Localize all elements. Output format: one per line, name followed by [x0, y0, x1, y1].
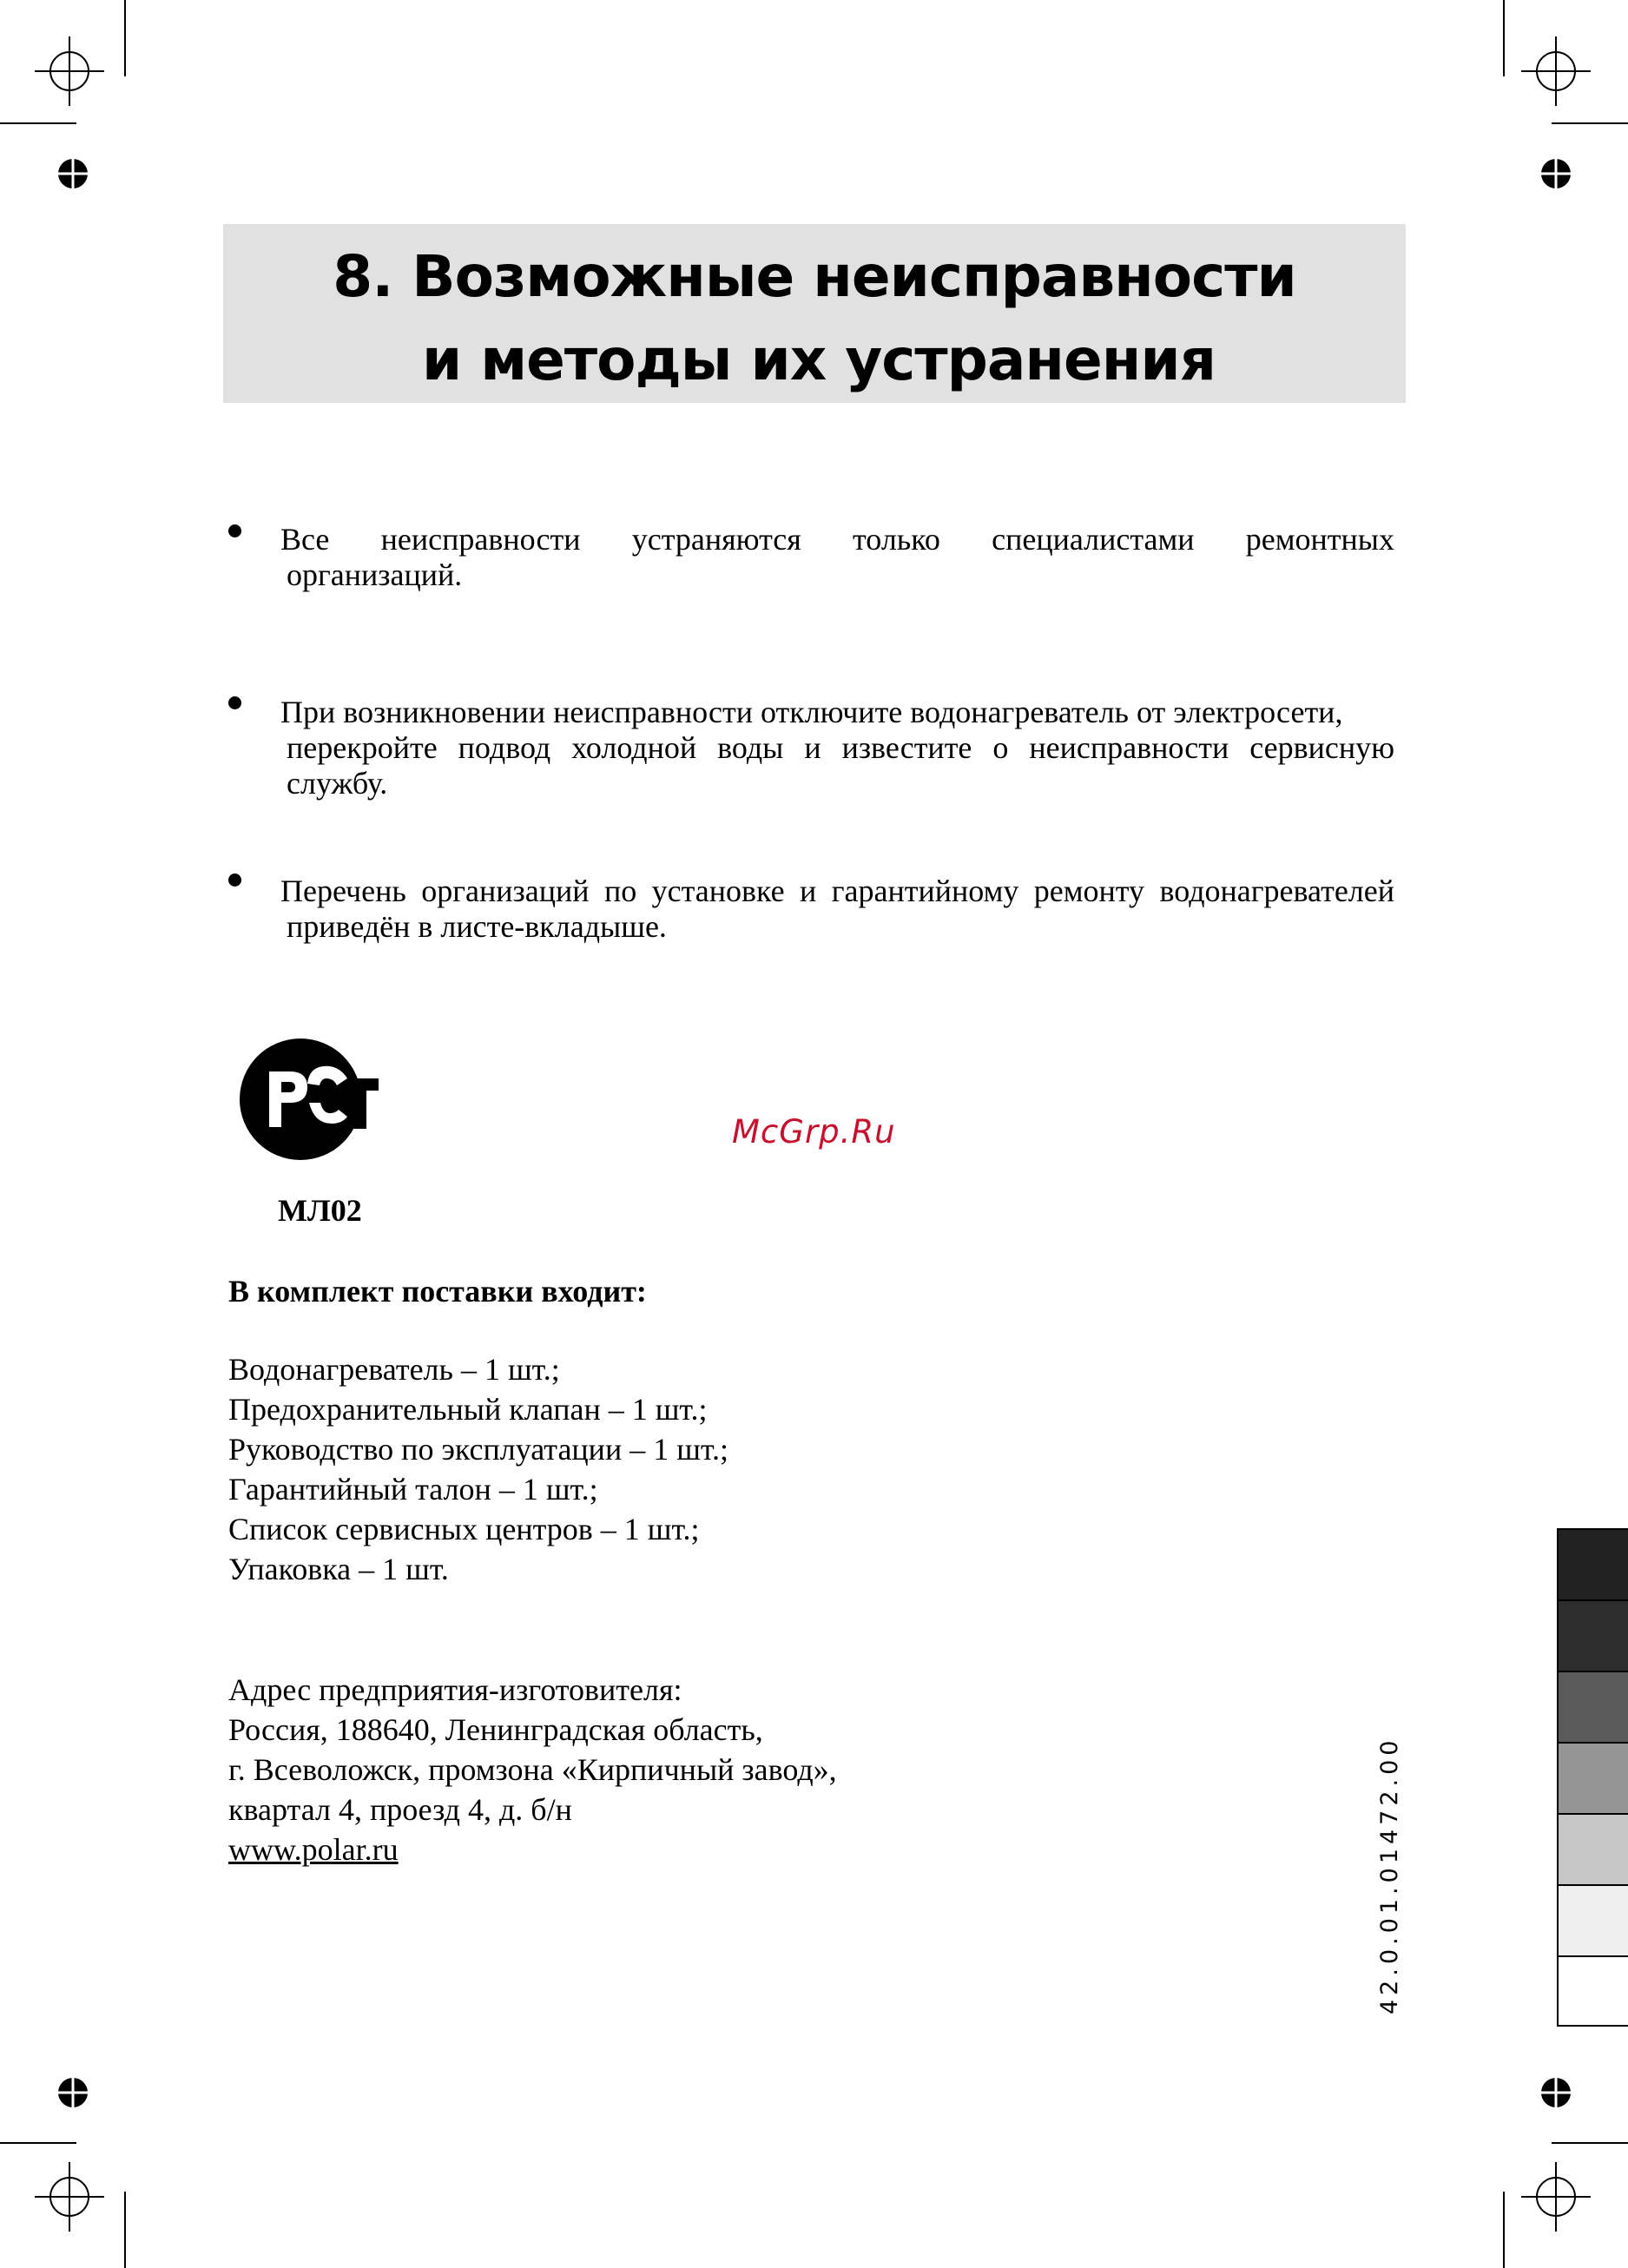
kit-items-list — [228, 1349, 728, 1589]
list-item: Упаковка – 1 шт. — [228, 1552, 449, 1586]
list-item: Руководство по эксплуатации – 1 шт.; — [228, 1432, 728, 1467]
grayscale-swatch — [1557, 1671, 1628, 1742]
pct-certification-logo — [236, 1030, 386, 1169]
address-line: г. Всеволожск, промзона «Кирпичный завод», — [228, 1752, 837, 1787]
crop-mark-top-right-horizontal — [1552, 122, 1628, 124]
paragraph-line: При возникновении неисправности отключите водонагреватель от электросети, — [280, 695, 1343, 729]
crosshair-mark-bottom-right — [1521, 2162, 1591, 2232]
paragraph-line: Перечень организаций по установке и гарантийному ремонту водонагревателей — [280, 874, 1394, 908]
section-title-box — [223, 224, 1406, 403]
bullet-paragraph-3 — [280, 874, 1394, 945]
crop-mark-bottom-left-vertical — [124, 2192, 126, 2268]
paragraph-line: Все неисправности устраняются только специалистами ремонтных — [280, 522, 1394, 557]
crop-mark-bottom-right-horizontal — [1552, 2142, 1628, 2144]
grayscale-swatch — [1557, 1813, 1628, 1884]
address-line: Россия, 188640, Ленинградская область, — [228, 1712, 763, 1747]
website-link[interactable]: www.polar.ru — [228, 1832, 399, 1867]
grayscale-swatch — [1557, 1884, 1628, 1955]
address-line: квартал 4, проезд 4, д. б/н — [228, 1792, 572, 1827]
grayscale-swatch — [1557, 1599, 1628, 1671]
list-item: Список сервисных центров – 1 шт.; — [228, 1512, 700, 1546]
registration-dot-top-left — [56, 156, 90, 191]
paragraph-line: приведён в листе-вкладыше. — [287, 909, 667, 944]
bullet-dot — [228, 696, 241, 709]
crop-mark-bottom-right-vertical — [1503, 2192, 1505, 2268]
registration-dot-bottom-right — [1539, 2075, 1573, 2110]
registration-dot-bottom-left — [56, 2075, 90, 2110]
paragraph-line: службу. — [287, 766, 388, 801]
bullet-dot — [228, 874, 241, 887]
bullet-dot — [228, 524, 241, 537]
grayscale-swatch — [1557, 1528, 1628, 1599]
address-label: Адрес предприятия-изготовителя: — [228, 1672, 682, 1707]
list-item: Гарантийный талон – 1 шт.; — [228, 1472, 598, 1507]
grayscale-swatch-strip — [1557, 1528, 1628, 2027]
crop-mark-top-right-vertical — [1503, 0, 1505, 76]
paragraph-line: организаций. — [287, 557, 463, 592]
crosshair-mark-top-right — [1521, 36, 1591, 106]
crop-mark-bottom-left-horizontal — [0, 2142, 76, 2144]
document-code: 42.0.01.01472.00 — [1376, 1736, 1403, 2014]
grayscale-swatch — [1557, 1742, 1628, 1813]
grayscale-swatch — [1557, 1955, 1628, 2027]
section-title-line-2: и методы их устранения — [421, 326, 1216, 393]
manufacturer-address — [228, 1670, 837, 1869]
list-item: Водонагреватель – 1 шт.; — [228, 1352, 560, 1387]
crosshair-mark-top-left — [35, 36, 104, 106]
crop-mark-top-left-horizontal — [0, 122, 76, 124]
crosshair-mark-bottom-left — [35, 2162, 104, 2232]
bullet-paragraph-2 — [280, 695, 1394, 801]
certification-code: МЛ02 — [278, 1193, 362, 1228]
list-item: Предохранительный клапан – 1 шт.; — [228, 1392, 708, 1427]
watermark-text: McGrp.Ru — [732, 1113, 896, 1150]
registration-dot-top-right — [1539, 156, 1573, 191]
crop-mark-top-left-vertical — [124, 0, 126, 76]
bullet-paragraph-1 — [280, 522, 1394, 593]
kit-title: В комплект поставки входит: — [228, 1274, 647, 1309]
paragraph-line: перекройте подвод холодной воды и известите о неисправности сервисную — [287, 730, 1394, 765]
section-title-line-1: 8. Возможные неисправности — [333, 243, 1296, 310]
